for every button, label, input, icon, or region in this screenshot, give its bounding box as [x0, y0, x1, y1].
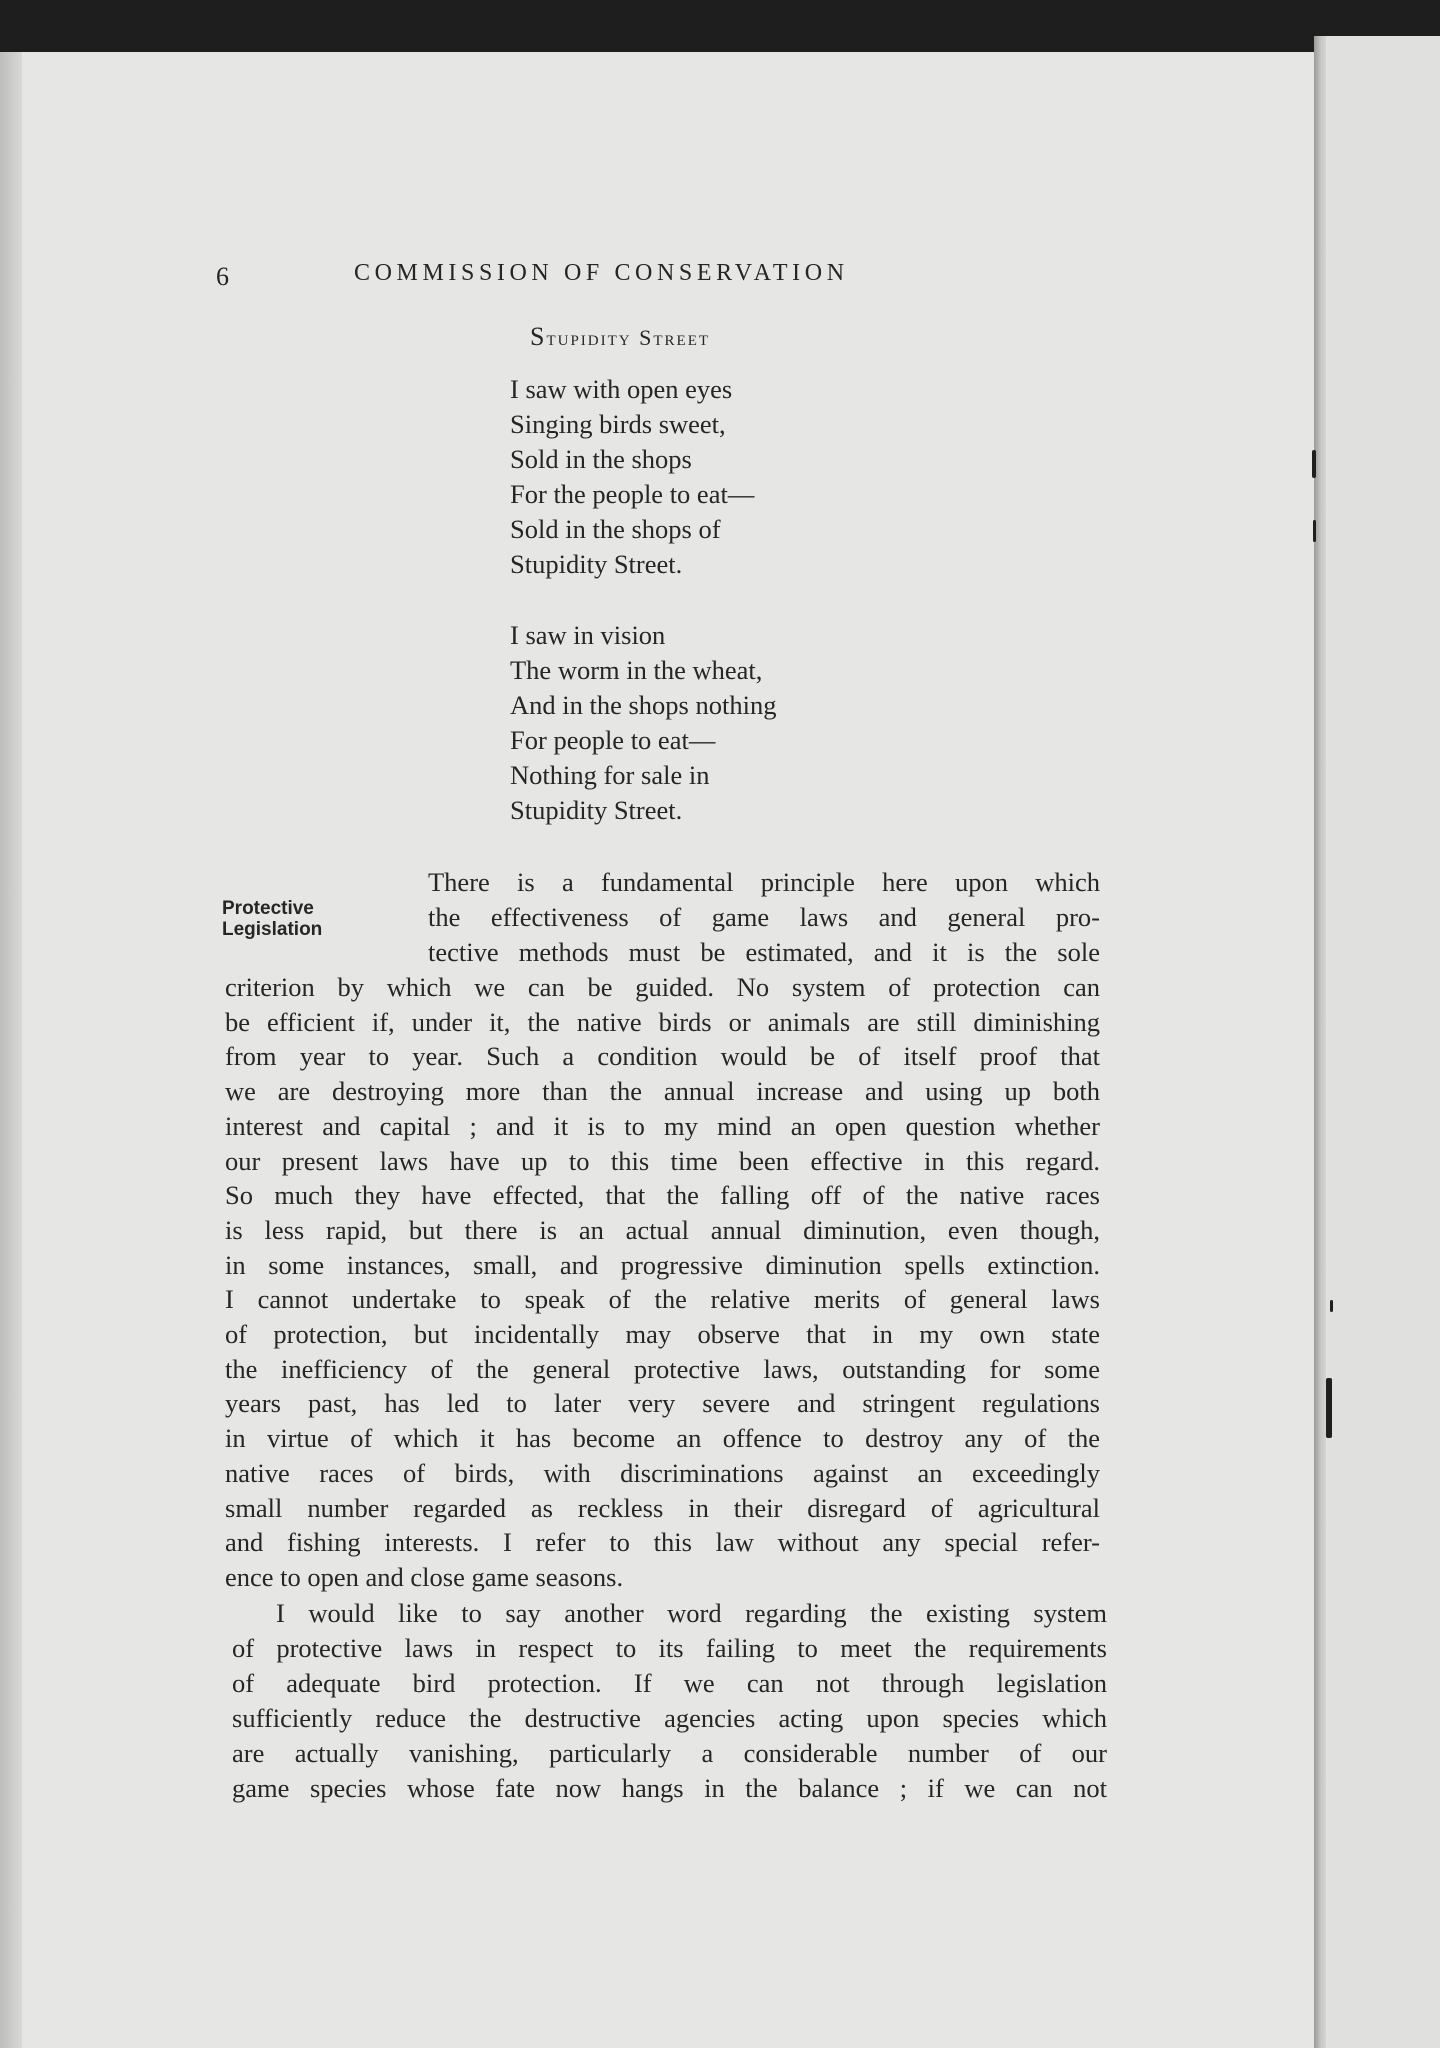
poem-line: Sold in the shops of [510, 514, 721, 544]
scan-left-border [0, 52, 22, 2048]
paragraph-line: small number regarded as reckless in their disregard of agricultural [225, 1492, 1100, 1523]
sidenote-line: Protective [222, 898, 314, 919]
paragraph-opening [428, 865, 1100, 970]
paragraph-line: the effectiveness of game laws and general pro- [428, 902, 1100, 932]
poem-line: Stupidity Street. [510, 549, 683, 579]
poem-line: The worm in the wheat, [510, 655, 763, 685]
paragraph-line: game species whose fate now hangs in the balance ; if we can not [232, 1773, 1107, 1803]
page-number: 6 [216, 262, 229, 291]
paragraph-line: criterion by which we can be guided. No system of protection can [225, 972, 1100, 1002]
paragraph-line: we are destroying more than the annual increase and using up both [225, 1076, 1100, 1107]
poem-line: I saw with open eyes [510, 374, 733, 404]
paragraph-line: sufficiently reduce the destructive agencies acting upon species which [232, 1703, 1107, 1733]
paragraph-line: So much they have effected, that the falling off of the native races [225, 1180, 1100, 1211]
facing-page-edge [1326, 36, 1440, 2048]
paragraph-line: of protection, but incidentally may observe that in my own state [225, 1319, 1100, 1350]
poem-line: And in the shops nothing [510, 690, 777, 720]
paragraph-line: of protective laws in respect to its failing to meet the requirements [232, 1633, 1107, 1663]
paragraph-line: I would like to say another word regarding the existing system [276, 1598, 1107, 1628]
paragraph-line: interest and capital ; and it is to my mind an open question whether [225, 1110, 1100, 1141]
paragraph-line: years past, has led to later very severe and stringent regulations [225, 1388, 1100, 1419]
gutter-mark [1312, 450, 1316, 478]
margin-sidenote [222, 898, 362, 940]
book-gutter [1314, 36, 1326, 2048]
poem-line: Nothing for sale in [510, 760, 710, 790]
poem-line: For people to eat— [510, 725, 716, 755]
running-head: COMMISSION OF CONSERVATION [354, 260, 849, 286]
paragraph-body [225, 970, 1100, 1595]
poem-line: For the people to eat— [510, 479, 755, 509]
poem-title: Stupidity Street [530, 322, 711, 351]
poem-line: I saw in vision [510, 620, 666, 650]
paragraph-line: ence to open and close game seasons. [225, 1561, 624, 1592]
sidenote-line: Legislation [222, 919, 323, 940]
poem-line: Singing birds sweet, [510, 409, 726, 439]
paragraph-body [232, 1596, 1107, 1806]
gutter-mark [1330, 1300, 1333, 1312]
gutter-mark [1313, 520, 1316, 542]
poem-line: Stupidity Street. [510, 795, 683, 825]
paragraph-line: of adequate bird protection. If we can not through legislation [232, 1668, 1107, 1698]
paragraph-line: in some instances, small, and progressive diminution spells extinction. [225, 1249, 1100, 1280]
paragraph-line: from year to year. Such a condition would be of itself proof that [225, 1041, 1100, 1072]
paragraph-line: be efficient if, under it, the native birds or animals are still diminishing [225, 1006, 1100, 1037]
paragraph-line: are actually vanishing, particularly a considerable number of our [232, 1738, 1107, 1768]
paragraph-line: and fishing interests. I refer to this law without any special refer- [225, 1527, 1100, 1558]
poem-stanza [510, 618, 776, 828]
poem-line: Sold in the shops [510, 444, 692, 474]
paragraph-line: in virtue of which it has become an offence to destroy any of the [225, 1423, 1100, 1454]
poem-stanza [510, 372, 754, 582]
scan-top-border [0, 0, 1440, 52]
paragraph-line: is less rapid, but there is an actual annual diminution, even though, [225, 1214, 1100, 1245]
paragraph-line: the inefficiency of the general protective laws, outstanding for some [225, 1353, 1100, 1384]
paragraph-line: tective methods must be estimated, and it is the sole [428, 937, 1100, 967]
paragraph-line: There is a fundamental principle here upon which [428, 867, 1100, 897]
paragraph-line: native races of birds, with discriminations against an exceedingly [225, 1457, 1100, 1488]
paragraph-line: our present laws have up to this time been effective in this regard. [225, 1145, 1100, 1176]
paragraph-line: I cannot undertake to speak of the relative merits of general laws [225, 1284, 1100, 1315]
gutter-mark [1326, 1378, 1332, 1438]
